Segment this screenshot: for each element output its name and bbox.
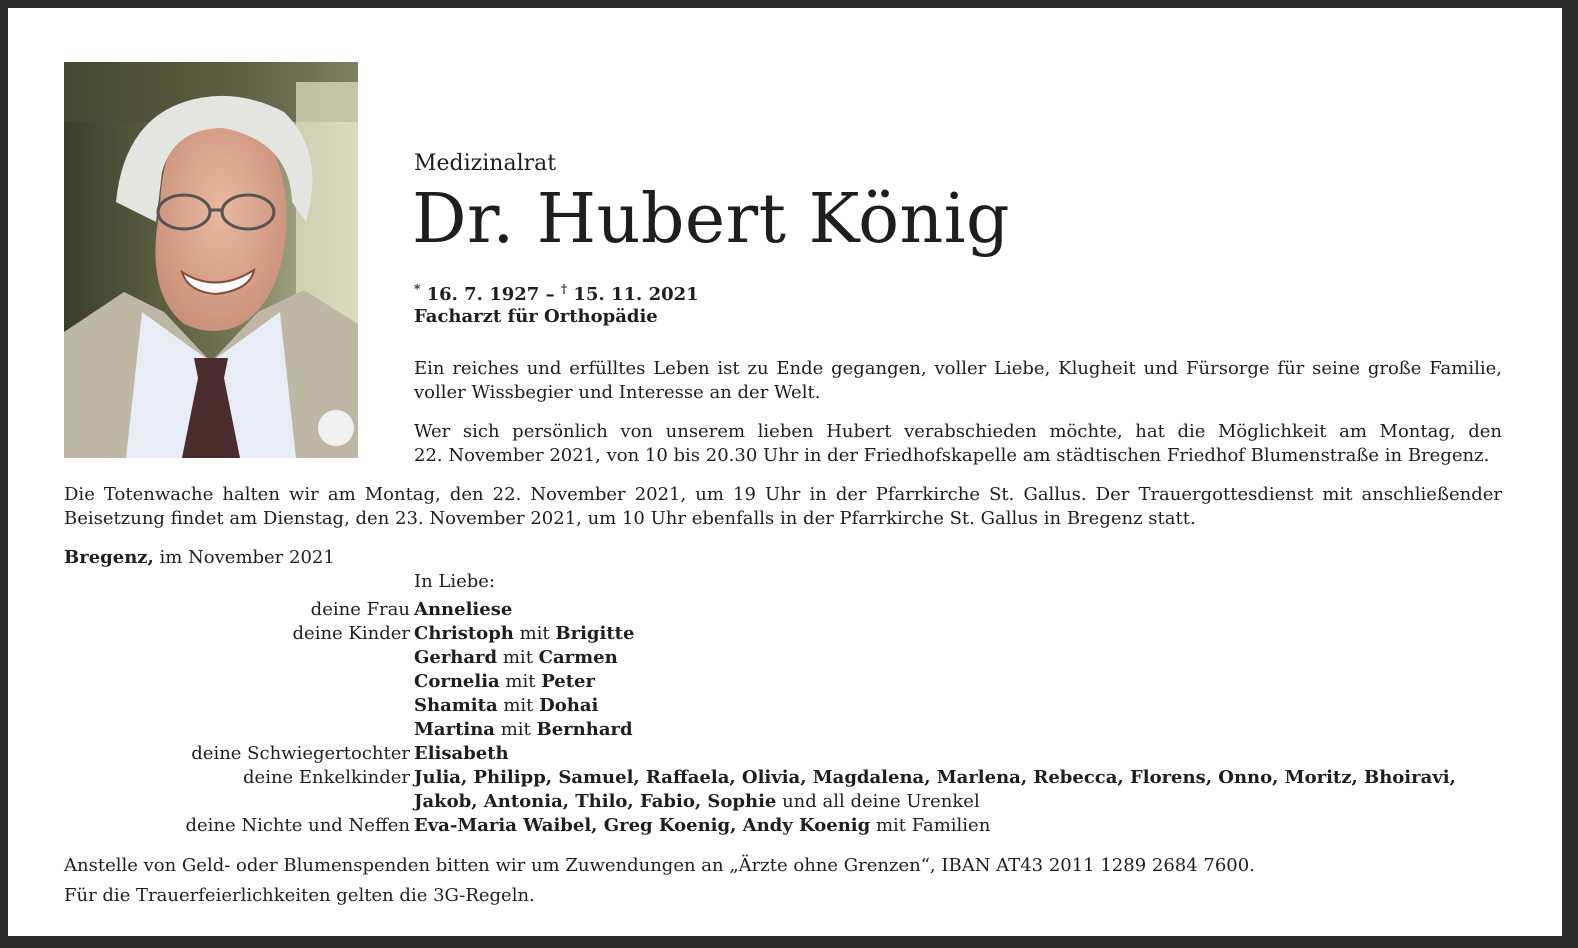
paragraph-line: Die Totenwache halten wir am Montag, den 22. November 2021, um 19 Uhr in der Pfarrkirche St. Gallus. Der Trauergottesdienst mit anschließender	[64, 484, 1502, 505]
relation-names	[414, 790, 980, 814]
place-date	[64, 547, 335, 568]
family-row	[64, 694, 1456, 718]
paragraph-life	[414, 357, 1502, 405]
family-row	[64, 622, 1456, 646]
paragraph-line: Beisetzung findet am Dienstag, den 23. November 2021, um 10 Uhr ebenfalls in der Pfarrkirche St. Gallus in Bregenz statt.	[64, 508, 1196, 529]
family-name: Martina	[414, 719, 495, 740]
profession: Facharzt für Orthopädie	[414, 306, 658, 327]
relation-label: deine Enkelkinder	[243, 767, 410, 788]
date-separator: –	[539, 284, 561, 305]
life-dates	[414, 282, 699, 305]
relation-names	[414, 694, 598, 718]
relation-label: deine Frau	[310, 599, 410, 620]
portrait-photo	[64, 62, 358, 458]
relation-label	[64, 670, 414, 694]
family-name: Gerhard	[414, 647, 498, 668]
family-row	[64, 598, 1456, 622]
deceased-name: Dr. Hubert König	[412, 180, 1011, 259]
in-liebe-heading: In Liebe:	[414, 571, 496, 592]
family-row	[64, 814, 1456, 838]
rules-note: Für die Trauerfeierlichkeiten gelten die 3G-Regeln.	[64, 885, 535, 906]
paragraph-line: 22. November 2021, von 10 bis 20.30 Uhr in der Friedhofskapelle am städtischen Friedhof Blumenstraße in Bregenz.	[414, 445, 1490, 466]
relation-label: deine Schwiegertochter	[191, 743, 410, 764]
family-name: Anneliese	[414, 599, 513, 620]
relation-label: deine Nichte und Neffen	[185, 815, 410, 836]
relation-names	[414, 766, 1456, 790]
family-name: Julia, Philipp, Samuel, Raffaela, Olivia, Magdalena, Marlena, Rebecca, Florens, Onno, Moritz, Bhoiravi,	[414, 767, 1456, 788]
family-name: Jakob, Antonia, Thilo, Fabio, Sophie	[414, 791, 777, 812]
place-month: im November 2021	[153, 547, 335, 568]
relation-names	[414, 622, 634, 646]
death-date: 15. 11. 2021	[573, 284, 699, 305]
relation-names	[414, 742, 509, 766]
relation-names	[414, 670, 595, 694]
family-name: Cornelia	[414, 671, 500, 692]
relation-names	[414, 718, 633, 742]
family-name: Brigitte	[555, 623, 635, 644]
relation-label	[64, 646, 414, 670]
family-name: Dohai	[539, 695, 599, 716]
relation-label	[64, 694, 414, 718]
title-prefix: Medizinalrat	[414, 151, 557, 176]
donation-note: Anstelle von Geld- oder Blumenspenden bitten wir um Zuwendungen an „Ärzte ohne Grenzen“, IBAN AT43 2011 1289 2684 7600.	[64, 855, 1255, 876]
place-city: Bregenz,	[64, 547, 154, 568]
family-name: Christoph	[414, 623, 514, 644]
family-name: Elisabeth	[414, 743, 509, 764]
birth-symbol: *	[414, 282, 421, 296]
paragraph-line: voller Wissbegier und Interesse an der Welt.	[414, 382, 821, 403]
relation-label: deine Kinder	[292, 623, 410, 644]
family-name: Shamita	[414, 695, 498, 716]
family-list	[64, 598, 1456, 838]
connector: mit	[494, 719, 537, 740]
paragraph-line: Wer sich persönlich von unserem lieben Hubert verabschieden möchte, hat die Möglichkeit am Montag, den	[414, 421, 1502, 442]
family-name: Carmen	[538, 647, 618, 668]
connector: mit	[497, 695, 540, 716]
connector: mit	[513, 623, 556, 644]
relation-label	[64, 790, 414, 814]
family-row	[64, 766, 1456, 790]
family-row	[64, 646, 1456, 670]
connector: mit Familien	[870, 815, 991, 836]
family-name: Eva-Maria Waibel, Greg Koenig, Andy Koenig	[414, 815, 871, 836]
death-symbol: †	[560, 282, 568, 296]
portrait-image	[64, 62, 358, 458]
family-row	[64, 742, 1456, 766]
family-name: Bernhard	[536, 719, 633, 740]
family-name: Peter	[541, 671, 595, 692]
connector: mit	[499, 671, 542, 692]
paragraph-line: Ein reiches und erfülltes Leben ist zu Ende gegangen, voller Liebe, Klugheit und Fürsorge für seine große Familie,	[414, 358, 1502, 379]
family-row	[64, 790, 1456, 814]
relation-label	[64, 718, 414, 742]
connector: und all deine Urenkel	[776, 791, 980, 812]
relation-names	[414, 646, 618, 670]
obituary-page	[8, 8, 1562, 936]
family-row	[64, 670, 1456, 694]
paragraph-service	[64, 483, 1502, 531]
relation-names	[414, 598, 512, 622]
relation-names	[414, 814, 990, 838]
connector: mit	[497, 647, 539, 668]
family-row	[64, 718, 1456, 742]
paragraph-farewell	[414, 420, 1502, 468]
birth-date: 16. 7. 1927	[426, 284, 540, 305]
